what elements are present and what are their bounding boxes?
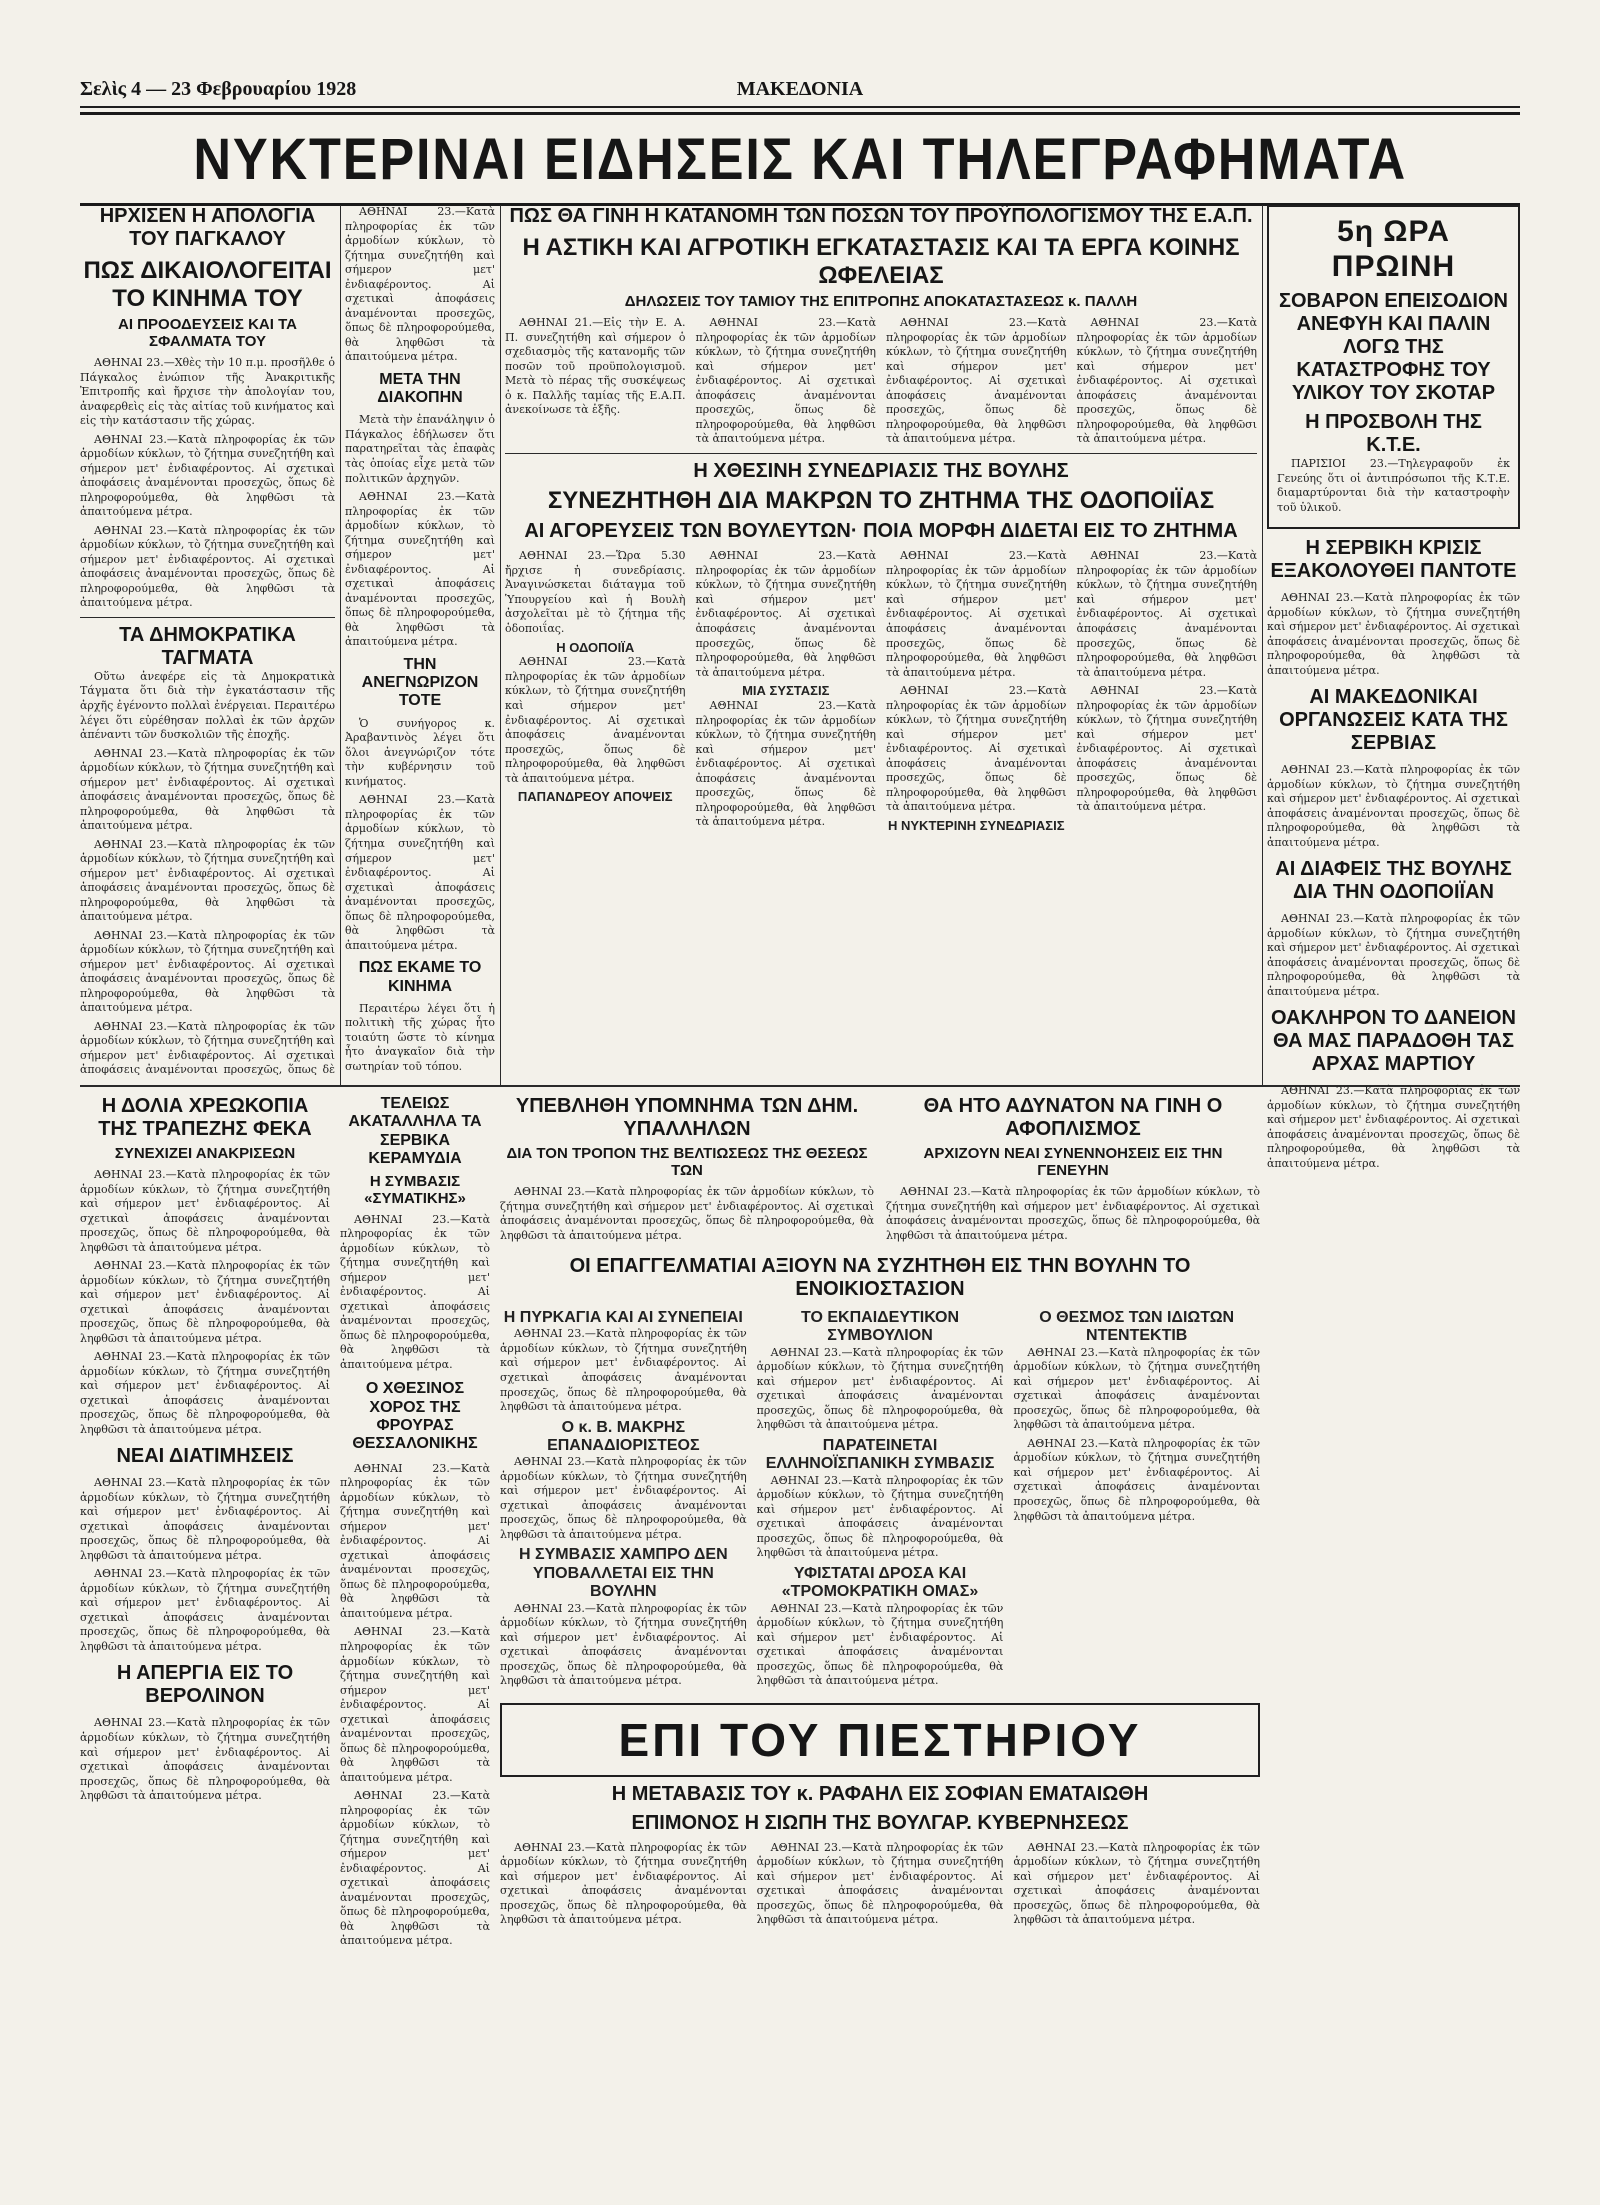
lower-heads	[500, 1095, 1260, 1247]
column-rule	[500, 205, 501, 1085]
headline: ΠΩΣ ΘΑ ΓΙΝΗ Η ΚΑΤΑΝΟΜΗ ΤΩΝ ΠΟΣΩΝ ΤΟΥ ΠΡΟΫΠΟΛΟΓΙΣΜΟΥ ΤΗΣ Ε.Α.Π.	[509, 205, 1253, 227]
article-body: ΑΘΗΝΑΙ 23.—Κατὰ πληροφορίας ἐκ τῶν ἁρμοδίων κύκλων, τὸ ζήτημα συνεζητήθη καὶ σήμερον μετ' ἐνδιαφέροντος. Αἱ σχετικαὶ ἀποφάσεις ἀναμένονται προσεχῶς, ὅπως δὲ πληροφορούμεθα, θὰ ληφθῶσι τὰ ἀπαιτούμενα μέτρα. ΑΘΗΝΑΙ 23.—Κατὰ πληροφορίας ἐκ τῶν ἁρμοδίων κύκλων, τὸ ζήτημα συνεζητήθη καὶ σήμερον μετ' ἐνδιαφέροντος. Αἱ σχετικαὶ ἀποφάσεις ἀναμένονται προσεχῶς, ὅπως δὲ πληροφορούμεθα, θὰ ληφθῶσι τὰ ἀπαιτούμενα μέτρα. ΑΘΗΝΑΙ 23.—Κατὰ πληροφορίας ἐκ τῶν ἁρμοδίων κύκλων, τὸ ζήτημα συνεζητήθη καὶ σήμερον μετ' ἐνδιαφέροντος. Αἱ σχετικαὶ ἀποφάσεις ἀναμένονται προσεχῶς, ὅπως δὲ πληροφορούμεθα, θὰ ληφθῶσι τὰ ἀπαιτούμενα μέτρα.	[80, 1168, 330, 1436]
headline: 5η ΩΡΑ ΠΡΩΙΝΗ	[1331, 215, 1456, 283]
center-section	[505, 205, 1257, 1075]
article-body: ΑΘΗΝΑΙ 23.—Κατὰ πληροφορίας ἐκ τῶν ἁρμοδίων κύκλων, τὸ ζήτημα συνεζητήθη καὶ σήμερον μετ' ἐνδιαφέροντος. Αἱ σχετικαὶ ἀποφάσεις ἀναμένονται προσεχῶς, ὅπως δὲ πληροφορούμεθα, θὰ ληφθῶσι τὰ ἀπαιτούμενα μέτρα. ΜΙΑ ΣΥΣΤΑΣΙΣ ΑΘΗΝΑΙ 23.—Κατὰ πληροφορίας ἐκ τῶν ἁρμοδίων κύκλων, τὸ ζήτημα συνεζητήθη καὶ σήμερον μετ' ἐνδιαφέροντος. Αἱ σχετικαὶ ἀποφάσεις ἀναμένονται προσεχῶς, ὅπως δὲ πληροφορούμεθα, θὰ ληφθῶσι τὰ ἀπαιτούμενα μέτρα.	[695, 549, 876, 829]
article-body: ΑΘΗΝΑΙ 23.—Κατὰ πληροφορίας ἐκ τῶν ἁρμοδίων κύκλων, τὸ ζήτημα συνεζητήθη καὶ σήμερον μετ' ἐνδιαφέροντος. Αἱ σχετικαὶ ἀποφάσεις ἀναμένονται προσεχῶς, ὅπως δὲ πληροφορούμεθα, θὰ ληφθῶσι τὰ ἀπαιτούμενα μέτρα.	[345, 205, 495, 364]
column-2	[345, 205, 495, 1075]
headline: ΟΙ ΕΠΑΓΓΕΛΜΑΤΙΑΙ ΑΞΙΟΥΝ ΝΑ ΣΥΖΗΤΗΘΗ ΕΙΣ ΤΗΝ ΒΟΥΛΗΝ ΤΟ ΕΝΟΙΚΙΟΣΤΑΣΙΟΝ	[569, 1255, 1191, 1301]
headline: Η ΣΕΡΒΙΚΗ ΚΡΙΣΙΣ ΕΞΑΚΟΛΟΥΘΕΙ ΠΑΝΤΟΤΕ	[1270, 537, 1517, 583]
article-body: ΑΘΗΝΑΙ 23.—Κατὰ πληροφορίας ἐκ τῶν ἁρμοδίων κύκλων, τὸ ζήτημα συνεζητήθη καὶ σήμερον μετ' ἐνδιαφέροντος. Αἱ σχετικαὶ ἀποφάσεις ἀναμένονται προσεχῶς, ὅπως δὲ πληροφορούμεθα, θὰ ληφθῶσι τὰ ἀπαιτούμενα μέτρα. ΑΘΗΝΑΙ 23.—Κατὰ πληροφορίας ἐκ τῶν ἁρμοδίων κύκλων, τὸ ζήτημα συνεζητήθη καὶ σήμερον μετ' ἐνδιαφέροντος. Αἱ σχετικαὶ ἀποφάσεις ἀναμένονται προσεχῶς, ὅπως δὲ πληροφορούμεθα, θὰ ληφθῶσι τὰ ἀπαιτούμενα μέτρα.	[1076, 549, 1257, 814]
article-body: Ὁ συνήγορος κ. Ἀραβαντινὸς λέγει ὅτι ὅλοι ἀνεγνώριζον τότε τὴν κυβέρνησιν τοῦ κινήματος. ΑΘΗΝΑΙ 23.—Κατὰ πληροφορίας ἐκ τῶν ἁρμοδίων κύκλων, τὸ ζήτημα συνεζητήθη καὶ σήμερον μετ' ἐνδιαφέροντος. Αἱ σχετικαὶ ἀποφάσεις ἀναμένονται προσεχῶς, ὅπως δὲ πληροφορούμεθα, θὰ ληφθῶσι τὰ ἀπαιτούμενα μέτρα.	[345, 716, 495, 952]
subheadline: ΑΡΧΙΖΟΥΝ ΝΕΑΙ ΣΥΝΕΝΝΟΗΣΕΙΣ ΕΙΣ ΤΗΝ ΓΕΝΕΥΗΝ	[923, 1145, 1223, 1179]
article-body: ΑΘΗΝΑΙ 23.—Κατὰ πληροφορίας ἐκ τῶν ἁρμοδίων κύκλων, τὸ ζήτημα συνεζητήθη καὶ σήμερον μετ' ἐνδιαφέροντος. Αἱ σχετικαὶ ἀποφάσεις ἀναμένονται προσεχῶς, ὅπως δὲ πληροφορούμεθα, θὰ ληφθῶσι τὰ ἀπαιτούμενα μέτρα.	[886, 1185, 1260, 1242]
headline: ΜΕΤΑ ΤΗΝ ΔΙΑΚΟΠΗΝ	[377, 370, 463, 407]
headline: ΣΥΝΕΖΗΤΗΘΗ ΔΙΑ ΜΑΚΡΩΝ ΤΟ ΖΗΤΗΜΑ ΤΗΣ ΟΔΟΠΟΙΪΑΣ	[547, 486, 1215, 514]
headline: ΣΟΒΑΡΟΝ ΕΠΕΙΣΟΔΙΟΝ ΑΝΕΦΥΗ ΚΑΙ ΠΑΛΙΝ ΛΟΓΩ ΤΗΣ ΚΑΤΑΣΤΡΟΦΗΣ ΤΟΥ ΥΛΙΚΟΥ ΤΟΥ ΣΚΟΤΑΡ	[1279, 290, 1508, 404]
story	[500, 1095, 874, 1247]
article-body: Ο ΘΕΣΜΟΣ ΤΩΝ ΙΔΙΩΤΩΝ ΝΤΕΝΤΕΚΤΙΒ ΑΘΗΝΑΙ 23.—Κατὰ πληροφορίας ἐκ τῶν ἁρμοδίων κύκλων, τὸ ζήτημα συνεζητήθη καὶ σήμερον μετ' ἐνδιαφέροντος. Αἱ σχετικαὶ ἀποφάσεις ἀναμένονται προσεχῶς, ὅπως δὲ πληροφορούμεθα, θὰ ληφθῶσι τὰ ἀπαιτούμενα μέτρα. ΑΘΗΝΑΙ 23.—Κατὰ πληροφορίας ἐκ τῶν ἁρμοδίων κύκλων, τὸ ζήτημα συνεζητήθη καὶ σήμερον μετ' ἐνδιαφέροντος. Αἱ σχετικαὶ ἀποφάσεις ἀναμένονται προσεχῶς, ὅπως δὲ πληροφορούμεθα, θὰ ληφθῶσι τὰ ἀπαιτούμενα μέτρα.	[1013, 1309, 1260, 1523]
divider	[80, 617, 335, 618]
headline: ΑΙ ΑΓΟΡΕΥΣΕΙΣ ΤΩΝ ΒΟΥΛΕΥΤΩΝ· ΠΟΙΑ ΜΟΡΦΗ ΔΙΔΕΤΑΙ ΕΙΣ ΤΟ ΖΗΤΗΜΑ	[524, 520, 1238, 543]
paper-name: ΜΑΚΕΔΟΝΙΑ	[736, 78, 864, 100]
subheadline: Η ΣΥΜΒΑΣΙΣ «ΣΥΜΑΤΙΚΗΣ»	[364, 1172, 466, 1207]
article-body: ΑΘΗΝΑΙ 23.—Κατὰ πληροφορίας ἐκ τῶν ἁρμοδίων κύκλων, τὸ ζήτημα συνεζητήθη καὶ σήμερον μετ' ἐνδιαφέροντος. Αἱ σχετικαὶ ἀποφάσεις ἀναμένονται προσεχῶς, ὅπως δὲ πληροφορούμεθα, θὰ ληφθῶσι τὰ ἀπαιτούμενα μέτρα.	[80, 1716, 330, 1803]
article-body: ΑΘΗΝΑΙ 23.—Κατὰ πληροφορίας ἐκ τῶν ἁρμοδίων κύκλων, τὸ ζήτημα συνεζητήθη καὶ σήμερον μετ' ἐνδιαφέροντος. Αἱ σχετικαὶ ἀποφάσεις ἀναμένονται προσεχῶς, ὅπως δὲ πληροφορούμεθα, θὰ ληφθῶσι τὰ ἀπαιτούμενα μέτρα.	[340, 1212, 490, 1371]
lower-columns	[500, 1309, 1260, 1693]
headline: ΟΑΚΛΗΡΟΝ ΤΟ ΔΑΝΕΙΟΝ ΘΑ ΜΑΣ ΠΑΡΑΔΟΘΗ ΤΑΣ ΑΡΧΑΣ ΜΑΡΤΙΟΥ	[1271, 1007, 1516, 1076]
article-body: ΑΘΗΝΑΙ 23.—Ὥρα 5.30 ἤρχισε ἡ συνεδρίασις. Ἀναγινώσκεται διάταγμα τοῦ Ὑπουργείου καὶ ἡ Βουλὴ ἀσχολεῖται μὲ τὸ ζήτημα τῆς ὁδοποιΐας. Η ΟΔΟΠΟΙΪΑ ΑΘΗΝΑΙ 23.—Κατὰ πληροφορίας ἐκ τῶν ἁρμοδίων κύκλων, τὸ ζήτημα συνεζητήθη καὶ σήμερον μετ' ἐνδιαφέροντος. Αἱ σχετικαὶ ἀποφάσεις ἀναμένονται προσεχῶς, ὅπως δὲ πληροφορούμεθα, θὰ ληφθῶσι τὰ ἀπαιτούμενα μέτρα. ΠΑΠΑΝΔΡΕΟΥ ΑΠΟΨΕΙΣ	[505, 549, 686, 805]
headline: ΘΑ ΗΤΟ ΑΔΥΝΑΤΟΝ ΝΑ ΓΙΝΗ Ο ΑΦΟΠΛΙΣΜΟΣ	[923, 1095, 1223, 1140]
article-body: Η ΠΥΡΚΑΓΙΑ ΚΑΙ ΑΙ ΣΥΝΕΠΕΙΑΙ ΑΘΗΝΑΙ 23.—Κατὰ πληροφορίας ἐκ τῶν ἁρμοδίων κύκλων, τὸ ζήτημα συνεζητήθη καὶ σήμερον μετ' ἐνδιαφέροντος. Αἱ σχετικαὶ ἀποφάσεις ἀναμένονται προσεχῶς, ὅπως δὲ πληροφορούμεθα, θὰ ληφθῶσι τὰ ἀπαιτούμενα μέτρα. Ο κ. Β. ΜΑΚΡΗΣ ΕΠΑΝΑΔΙΟΡΙΣΤΕΟΣ ΑΘΗΝΑΙ 23.—Κατὰ πληροφορίας ἐκ τῶν ἁρμοδίων κύκλων, τὸ ζήτημα συνεζητήθη καὶ σήμερον μετ' ἐνδιαφέροντος. Αἱ σχετικαὶ ἀποφάσεις ἀναμένονται προσεχῶς, ὅπως δὲ πληροφορούμεθα, θὰ ληφθῶσι τὰ ἀπαιτούμενα μέτρα. Η ΣΥΜΒΑΣΙΣ ΧΑΜΠΡΟ ΔΕΝ ΥΠΟΒΑΛΛΕΤΑΙ ΕΙΣ ΤΗΝ ΒΟΥΛΗΝ ΑΘΗΝΑΙ 23.—Κατὰ πληροφορίας ἐκ τῶν ἁρμοδίων κύκλων, τὸ ζήτημα συνεζητήθη καὶ σήμερον μετ' ἐνδιαφέροντος. Αἱ σχετικαὶ ἀποφάσεις ἀναμένονται προσεχῶς, ὅπως δὲ πληροφορούμεθα, θὰ ληφθῶσι τὰ ἀπαιτούμενα μέτρα.	[500, 1309, 747, 1688]
article-body: ΑΘΗΝΑΙ 23.—Κατὰ πληροφορίας ἐκ τῶν ἁρμοδίων κύκλων, τὸ ζήτημα συνεζητήθη καὶ σήμερον μετ' ἐνδιαφέροντος. Αἱ σχετικαὶ ἀποφάσεις ἀναμένονται προσεχῶς, ὅπως δὲ πληροφορούμεθα, θὰ ληφθῶσι τὰ ἀπαιτούμενα μέτρα.	[1267, 1084, 1520, 1170]
article-columns	[505, 549, 1257, 833]
banner-title: ΝΥΚΤΕΡΙΝΑΙ ΕΙΔΗΣΕΙΣ ΚΑΙ ΤΗΛΕΓΡΑΦΗΜΑΤΑ	[193, 126, 1407, 192]
headline: ΕΠΙ ΤΟΥ ΠΙΕΣΤΗΡΙΟΥ	[618, 1713, 1142, 1766]
subheadline: ΑΙ ΠΡΟΟΔΕΥΣΕΙΣ ΚΑΙ ΤΑ ΣΦΑΛΜΑΤΑ ΤΟΥ	[118, 316, 297, 351]
subheadline: ΔΙΑ ΤΟΝ ΤΡΟΠΟΝ ΤΗΣ ΒΕΛΤΙΩΣΕΩΣ ΤΗΣ ΘΕΣΕΩΣ ΤΩΝ	[506, 1145, 868, 1179]
subheadline: ΣΥΝΕΧΙΖΕΙ ΑΝΑΚΡΙΣΕΩΝ	[114, 1145, 296, 1162]
subheadline: ΔΗΛΩΣΕΙΣ ΤΟΥ ΤΑΜΙΟΥ ΤΗΣ ΕΠΙΤΡΟΠΗΣ ΑΠΟΚΑΤΑΣΤΑΣΕΩΣ κ. ΠΑΛΛΗ	[624, 293, 1138, 311]
headline: Η ΑΣΤΙΚΗ ΚΑΙ ΑΓΡΟΤΙΚΗ ΕΓΚΑΤΑΣΤΑΣΙΣ ΚΑΙ ΤΑ ΕΡΓΑ ΚΟΙΝΗΣ ΩΦΕΛΕΙΑΣ	[522, 234, 1240, 289]
press-box	[500, 1703, 1260, 1777]
lower-column-1	[80, 1095, 330, 2195]
headline: Ο ΧΘΕΣΙΝΟΣ ΧΟΡΟΣ ΤΗΣ ΦΡΟΥΡΑΣ ΘΕΣΣΑΛΟΝΙΚΗΣ	[352, 1380, 478, 1453]
story	[886, 1095, 1260, 1247]
headline: Η ΠΡΟΣΒΟΛΗ ΤΗΣ Κ.Τ.Ε.	[1305, 411, 1482, 456]
folio-bar	[80, 78, 1520, 108]
article-body: ΠΑΡΙΣΙΟΙ 23.—Τηλεγραφοῦν ἐκ Γενεύης ὅτι οἱ ἀντιπρόσωποι τῆς Κ.Τ.Ε. διαμαρτύρονται διὰ τὴν καταστροφὴν τοῦ ὑλικοῦ.	[1277, 457, 1510, 514]
article-body: ΑΘΗΝΑΙ 23.—Κατὰ πληροφορίας ἐκ τῶν ἁρμοδίων κύκλων, τὸ ζήτημα συνεζητήθη καὶ σήμερον μετ' ἐνδιαφέροντος. Αἱ σχετικαὶ ἀποφάσεις ἀναμένονται προσεχῶς, ὅπως δὲ πληροφορούμεθα, θὰ ληφθῶσι τὰ ἀπαιτούμενα μέτρα. ΑΘΗΝΑΙ 23.—Κατὰ πληροφορίας ἐκ τῶν ἁρμοδίων κύκλων, τὸ ζήτημα συνεζητήθη καὶ σήμερον μετ' ἐνδιαφέροντος. Αἱ σχετικαὶ ἀποφάσεις ἀναμένονται προσεχῶς, ὅπως δὲ πληροφορούμεθα, θὰ ληφθῶσι τὰ ἀπαιτούμενα μέτρα.	[80, 1476, 330, 1653]
article-body: ΑΘΗΝΑΙ 23.—Κατὰ πληροφορίας ἐκ τῶν ἁρμοδίων κύκλων, τὸ ζήτημα συνεζητήθη καὶ σήμερον μετ' ἐνδιαφέροντος. Αἱ σχετικαὶ ἀποφάσεις ἀναμένονται προσεχῶς, ὅπως δὲ πληροφορούμεθα, θὰ ληφθῶσι τὰ ἀπαιτούμενα μέτρα. ΑΘΗΝΑΙ 23.—Κατὰ πληροφορίας ἐκ τῶν ἁρμοδίων κύκλων, τὸ ζήτημα συνεζητήθη καὶ σήμερον μετ' ἐνδιαφέροντος. Αἱ σχετικαὶ ἀποφάσεις ἀναμένονται προσεχῶς, ὅπως δὲ πληροφορούμεθα, θὰ ληφθῶσι τὰ ἀπαιτούμενα μέτρα. ΑΘΗΝΑΙ 23.—Κατὰ πληροφορίας ἐκ τῶν ἁρμοδίων κύκλων, τὸ ζήτημα συνεζητήθη καὶ σήμερον μετ' ἐνδιαφέροντος. Αἱ σχετικαὶ ἀποφάσεις ἀναμένονται προσεχῶς, ὅπως δὲ πληροφορούμεθα, θὰ ληφθῶσι τὰ ἀπαιτούμενα μέτρα.	[500, 1840, 1260, 1927]
lower-middle	[500, 1095, 1260, 2195]
article-body: ΑΘΗΝΑΙ 23.—Κατὰ πληροφορίας ἐκ τῶν ἁρμοδίων κύκλων, τὸ ζήτημα συνεζητήθη καὶ σήμερον μετ' ἐνδιαφέροντος. Αἱ σχετικαὶ ἀποφάσεις ἀναμένονται προσεχῶς, ὅπως δὲ πληροφορούμεθα, θὰ ληφθῶσι τὰ ἀπαιτούμενα μέτρα.	[500, 1185, 874, 1242]
headline: Η ΑΠΕΡΓΙΑ ΕΙΣ ΤΟ ΒΕΡΟΛΙΝΟΝ	[116, 1662, 294, 1708]
headline: ΕΠΙΜΟΝΟΣ Η ΣΙΩΠΗ ΤΗΣ ΒΟΥΛΓΑΡ. ΚΥΒΕΡΝΗΣΕΩΣ	[631, 1811, 1129, 1834]
headline: Η ΜΕΤΑΒΑΣΙΣ ΤΟΥ κ. ΡΑΦΑΗΛ ΕΙΣ ΣΟΦΙΑΝ ΕΜΑΤΑΙΩΘΗ	[611, 1782, 1149, 1805]
headline: ΤΗΝ ΑΝΕΓΝΩΡΙΖΟΝ ΤΟΤΕ	[361, 655, 479, 710]
headline: Η ΧΘΕΣΙΝΗ ΣΥΝΕΔΡΙΑΣΙΣ ΤΗΣ ΒΟΥΛΗΣ	[693, 459, 1069, 482]
divider	[505, 453, 1257, 454]
article-body: Οὕτω ἀνεφέρε εἰς τὰ Δημοκρατικὰ Τάγματα ὅτι διὰ τὴν ἐγκατάστασιν τῆς ἀρχῆς ἐγένοντο πολλαὶ ἐνέργειαι. Περαιτέρω λέγει ὅτι εὑρέθησαν πολλαὶ ἐκ τῶν ἀρχῶν ἀπέναντι τῶν δυσκολιῶν τῆς ἐποχῆς. ΑΘΗΝΑΙ 23.—Κατὰ πληροφορίας ἐκ τῶν ἁρμοδίων κύκλων, τὸ ζήτημα συνεζητήθη καὶ σήμερον μετ' ἐνδιαφέροντος. Αἱ σχετικαὶ ἀποφάσεις ἀναμένονται προσεχῶς, ὅπως δὲ πληροφορούμεθα, θὰ ληφθῶσι τὰ ἀπαιτούμενα μέτρα. ΑΘΗΝΑΙ 23.—Κατὰ πληροφορίας ἐκ τῶν ἁρμοδίων κύκλων, τὸ ζήτημα συνεζητήθη καὶ σήμερον μετ' ἐνδιαφέροντος. Αἱ σχετικαὶ ἀποφάσεις ἀναμένονται προσεχῶς, ὅπως δὲ πληροφορούμεθα, θὰ ληφθῶσι τὰ ἀπαιτούμενα μέτρα. ΑΘΗΝΑΙ 23.—Κατὰ πληροφορίας ἐκ τῶν ἁρμοδίων κύκλων, τὸ ζήτημα συνεζητήθη καὶ σήμερον μετ' ἐνδιαφέροντος. Αἱ σχετικαὶ ἀποφάσεις ἀναμένονται προσεχῶς, ὅπως δὲ πληροφορούμεθα, θὰ ληφθῶσι τὰ ἀπαιτούμενα μέτρα. ΑΘΗΝΑΙ 23.—Κατὰ πληροφορίας ἐκ τῶν ἁρμοδίων κύκλων, τὸ ζήτημα συνεζητήθη καὶ σήμερον μετ' ἐνδιαφέροντος. Αἱ σχετικαὶ ἀποφάσεις ἀναμένονται προσεχῶς, ὅπως δὲ	[80, 669, 335, 1075]
column-rule	[340, 205, 341, 1085]
headline: ΠΩΣ ΔΙΚΑΙΟΛΟΓΕΙΤΑΙ ΤΟ ΚΙΝΗΜΑ ΤΟΥ	[83, 257, 332, 312]
headline: ΤΑ ΔΗΜΟΚΡΑΤΙΚΑ ΤΑΓΜΑΤΑ	[119, 623, 296, 669]
headline: ΠΩΣ ΕΚΑΜΕ ΤΟ ΚΙΝΗΜΑ	[358, 959, 482, 995]
article-body: ΑΘΗΝΑΙ 23.—Κατὰ πληροφορίας ἐκ τῶν ἁρμοδίων κύκλων, τὸ ζήτημα συνεζητήθη καὶ σήμερον μετ' ἐνδιαφέροντος. Αἱ σχετικαὶ ἀποφάσεις ἀναμένονται προσεχῶς, ὅπως δὲ πληροφορούμεθα, θὰ ληφθῶσι τὰ ἀπαιτούμενα μέτρα.	[1267, 763, 1520, 849]
article-body: ΤΟ ΕΚΠΑΙΔΕΥΤΙΚΟΝ ΣΥΜΒΟΥΛΙΟΝ ΑΘΗΝΑΙ 23.—Κατὰ πληροφορίας ἐκ τῶν ἁρμοδίων κύκλων, τὸ ζήτημα συνεζητήθη καὶ σήμερον μετ' ἐνδιαφέροντος. Αἱ σχετικαὶ ἀποφάσεις ἀναμένονται προσεχῶς, ὅπως δὲ πληροφορούμεθα, θὰ ληφθῶσι τὰ ἀπαιτούμενα μέτρα. ΠΑΡΑΤΕΙΝΕΤΑΙ ΕΛΛΗΝΟΪΣΠΑΝΙΚΗ ΣΥΜΒΑΣΙΣ ΑΘΗΝΑΙ 23.—Κατὰ πληροφορίας ἐκ τῶν ἁρμοδίων κύκλων, τὸ ζήτημα συνεζητήθη καὶ σήμερον μετ' ἐνδιαφέροντος. Αἱ σχετικαὶ ἀποφάσεις ἀναμένονται προσεχῶς, ὅπως δὲ πληροφορούμεθα, θὰ ληφθῶσι τὰ ἀπαιτούμενα μέτρα. ΥΦΙΣΤΑΤΑΙ ΔΡΟΣΑ ΚΑΙ «ΤΡΟΜΟΚΡΑΤΙΚΗ ΟΜΑΣ» ΑΘΗΝΑΙ 23.—Κατὰ πληροφορίας ἐκ τῶν ἁρμοδίων κύκλων, τὸ ζήτημα συνεζητήθη καὶ σήμερον μετ' ἐνδιαφέροντος. Αἱ σχετικαὶ ἀποφάσεις ἀναμένονται προσεχῶς, ὅπως δὲ πληροφορούμεθα, θὰ ληφθῶσι τὰ ἀπαιτούμενα μέτρα.	[756, 1309, 1004, 1688]
article-body: ΑΘΗΝΑΙ 21.—Εἰς τὴν Ε. Α. Π. συνεζητήθη καὶ σήμερον ὁ σχεδιασμὸς τῆς κατανομῆς τῶν ποσῶν τοῦ προϋπολογισμοῦ. Μετὰ τὸ πέρας τῆς συσκέψεως ὁ κ. Παλλῆς ταμίας τῆς Ε.Α.Π. ἀνεκοίνωσε τὰ ἑξῆς. ΑΘΗΝΑΙ 23.—Κατὰ πληροφορίας ἐκ τῶν ἁρμοδίων κύκλων, τὸ ζήτημα συνεζητήθη καὶ σήμερον μετ' ἐνδιαφέροντος. Αἱ σχετικαὶ ἀποφάσεις ἀναμένονται προσεχῶς, ὅπως δὲ πληροφορούμεθα, θὰ ληφθῶσι τὰ ἀπαιτούμενα μέτρα. ΑΘΗΝΑΙ 23.—Κατὰ πληροφορίας ἐκ τῶν ἁρμοδίων κύκλων, τὸ ζήτημα συνεζητήθη καὶ σήμερον μετ' ἐνδιαφέροντος. Αἱ σχετικαὶ ἀποφάσεις ἀναμένονται προσεχῶς, ὅπως δὲ πληροφορούμεθα, θὰ ληφθῶσι τὰ ἀπαιτούμενα μέτρα. ΑΘΗΝΑΙ 23.—Κατὰ πληροφορίας ἐκ τῶν ἁρμοδίων κύκλων, τὸ ζήτημα συνεζητήθη καὶ σήμερον μετ' ἐνδιαφέροντος. Αἱ σχετικαὶ ἀποφάσεις ἀναμένονται προσεχῶς, ὅπως δὲ πληροφορούμεθα, θὰ ληφθῶσι τὰ ἀπαιτούμενα μέτρα.	[505, 316, 1257, 446]
article-body: ΑΘΗΝΑΙ 23.—Κατὰ πληροφορίας ἐκ τῶν ἁρμοδίων κύκλων, τὸ ζήτημα συνεζητήθη καὶ σήμερον μετ' ἐνδιαφέροντος. Αἱ σχετικαὶ ἀποφάσεις ἀναμένονται προσεχῶς, ὅπως δὲ πληροφορούμεθα, θὰ ληφθῶσι τὰ ἀπαιτούμενα μέτρα.	[1267, 912, 1520, 998]
headline: ΑΙ ΜΑΚΕΔΟΝΙΚΑΙ ΟΡΓΑΝΩΣΕΙΣ ΚΑΤΑ ΤΗΣ ΣΕΡΒΙΑΣ	[1279, 686, 1508, 755]
article-body: Μετὰ τὴν ἐπανάληψιν ὁ Πάγκαλος ἐδήλωσεν ὅτι παρατηρεῖται τὰς ἐπαφὰς τὰς ὁποίας εἶχε μετὰ τῶν πολιτικῶν ἀρχηγῶν. ΑΘΗΝΑΙ 23.—Κατὰ πληροφορίας ἐκ τῶν ἁρμοδίων κύκλων, τὸ ζήτημα συνεζητήθη καὶ σήμερον μετ' ἐνδιαφέροντος. Αἱ σχετικαὶ ἀποφάσεις ἀναμένονται προσεχῶς, ὅπως δὲ πληροφορούμεθα, θὰ ληφθῶσι τὰ ἀπαιτούμενα μέτρα.	[345, 413, 495, 649]
headline: ΥΠΕΒΛΗΘΗ ΥΠΟΜΝΗΜΑ ΤΩΝ ΔΗΜ. ΥΠΑΛΛΗΛΩΝ	[515, 1095, 859, 1140]
headline: ΑΙ ΔΙΑΦΕΙΣ ΤΗΣ ΒΟΥΛΗΣ ΔΙΑ ΤΗΝ ΟΔΟΠΟΙΪΑΝ	[1275, 858, 1512, 904]
late-news-box	[1267, 205, 1520, 529]
headline: ΗΡΧΙΣΕΝ Η ΑΠΟΛΟΓΙΑ ΤΟΥ ΠΑΓΚΑΛΟΥ	[99, 205, 316, 250]
lower-column-2	[340, 1095, 490, 2195]
article-body: ΑΘΗΝΑΙ 23.—Κατὰ πληροφορίας ἐκ τῶν ἁρμοδίων κύκλων, τὸ ζήτημα συνεζητήθη καὶ σήμερον μετ' ἐνδιαφέροντος. Αἱ σχετικαὶ ἀποφάσεις ἀναμένονται προσεχῶς, ὅπως δὲ πληροφορούμεθα, θὰ ληφθῶσι τὰ ἀπαιτούμενα μέτρα.	[1267, 591, 1520, 677]
column-rule	[1262, 205, 1263, 1085]
article-body: ΑΘΗΝΑΙ 23.—Χθὲς τὴν 10 π.μ. προσῆλθε ὁ Πάγκαλος ἐνώπιον τῆς Ἀνακριτικῆς Ἐπιτροπῆς καὶ ἤρχισε τὴν ἀπολογίαν του, ἀναφερθεὶς εἰς τὰς αἰτίας τοῦ κινήματος καὶ εἰς τὴν κατάστασιν τῆς χώρας. ΑΘΗΝΑΙ 23.—Κατὰ πληροφορίας ἐκ τῶν ἁρμοδίων κύκλων, τὸ ζήτημα συνεζητήθη καὶ σήμερον μετ' ἐνδιαφέροντος. Αἱ σχετικαὶ ἀποφάσεις ἀναμένονται προσεχῶς, ὅπως δὲ πληροφορούμεθα, θὰ ληφθῶσι τὰ ἀπαιτούμενα μέτρα. ΑΘΗΝΑΙ 23.—Κατὰ πληροφορίας ἐκ τῶν ἁρμοδίων κύκλων, τὸ ζήτημα συνεζητήθη καὶ σήμερον μετ' ἐνδιαφέροντος. Αἱ σχετικαὶ ἀποφάσεις ἀναμένονται προσεχῶς, ὅπως δὲ πληροφορούμεθα, θὰ ληφθῶσι τὰ ἀπαιτούμενα μέτρα.	[80, 356, 335, 610]
article-body: ΑΘΗΝΑΙ 23.—Κατὰ πληροφορίας ἐκ τῶν ἁρμοδίων κύκλων, τὸ ζήτημα συνεζητήθη καὶ σήμερον μετ' ἐνδιαφέροντος. Αἱ σχετικαὶ ἀποφάσεις ἀναμένονται προσεχῶς, ὅπως δὲ πληροφορούμεθα, θὰ ληφθῶσι τὰ ἀπαιτούμενα μέτρα. ΑΘΗΝΑΙ 23.—Κατὰ πληροφορίας ἐκ τῶν ἁρμοδίων κύκλων, τὸ ζήτημα συνεζητήθη καὶ σήμερον μετ' ἐνδιαφέροντος. Αἱ σχετικαὶ ἀποφάσεις ἀναμένονται προσεχῶς, ὅπως δὲ πληροφορούμεθα, θὰ ληφθῶσι τὰ ἀπαιτούμενα μέτρα. ΑΘΗΝΑΙ 23.—Κατὰ πληροφορίας ἐκ τῶν ἁρμοδίων κύκλων, τὸ ζήτημα συνεζητήθη καὶ σήμερον μετ' ἐνδιαφέροντος. Αἱ σχετικαὶ ἀποφάσεις ἀναμένονται προσεχῶς, ὅπως δὲ πληροφορούμεθα, θὰ ληφθῶσι τὰ ἀπαιτούμενα μέτρα.	[340, 1461, 490, 1948]
column-1	[80, 205, 335, 1075]
headline: ΝΕΑΙ ΔΙΑΤΙΜΗΣΕΙΣ	[116, 1445, 294, 1468]
folio: Σελὶς 4 — 23 Φεβρουαρίου 1928	[80, 78, 357, 100]
article-body: ΑΘΗΝΑΙ 23.—Κατὰ πληροφορίας ἐκ τῶν ἁρμοδίων κύκλων, τὸ ζήτημα συνεζητήθη καὶ σήμερον μετ' ἐνδιαφέροντος. Αἱ σχετικαὶ ἀποφάσεις ἀναμένονται προσεχῶς, ὅπως δὲ πληροφορούμεθα, θὰ ληφθῶσι τὰ ἀπαιτούμενα μέτρα. ΑΘΗΝΑΙ 23.—Κατὰ πληροφορίας ἐκ τῶν ἁρμοδίων κύκλων, τὸ ζήτημα συνεζητήθη καὶ σήμερον μετ' ἐνδιαφέροντος. Αἱ σχετικαὶ ἀποφάσεις ἀναμένονται προσεχῶς, ὅπως δὲ πληροφορούμεθα, θὰ ληφθῶσι τὰ ἀπαιτούμενα μέτρα. Η ΝΥΚΤΕΡΙΝΗ ΣΥΝΕΔΡΙΑΣΙΣ	[886, 549, 1067, 833]
headline: ΤΕΛΕΙΩΣ ΑΚΑΤΑΛΛΗΛΑ ΤΑ ΣΕΡΒΙΚΑ ΚΕΡΑΜΥΔΙΑ	[348, 1095, 482, 1168]
article-body: Περαιτέρω λέγει ὅτι ἡ πολιτικὴ τῆς χώρας ἦτο τοιαύτη ὥστε τὸ κίνημα ἦτο ἀναγκαῖον διὰ τὴν σωτηρίαν τοῦ τόπου.	[345, 1001, 495, 1073]
right-column	[1267, 205, 1520, 2195]
headline: Η ΔΟΛΙΑ ΧΡΕΩΚΟΠΙΑ ΤΗΣ ΤΡΑΠΕΖΗΣ ΦΕΚΑ	[98, 1095, 312, 1140]
banner	[80, 112, 1520, 206]
